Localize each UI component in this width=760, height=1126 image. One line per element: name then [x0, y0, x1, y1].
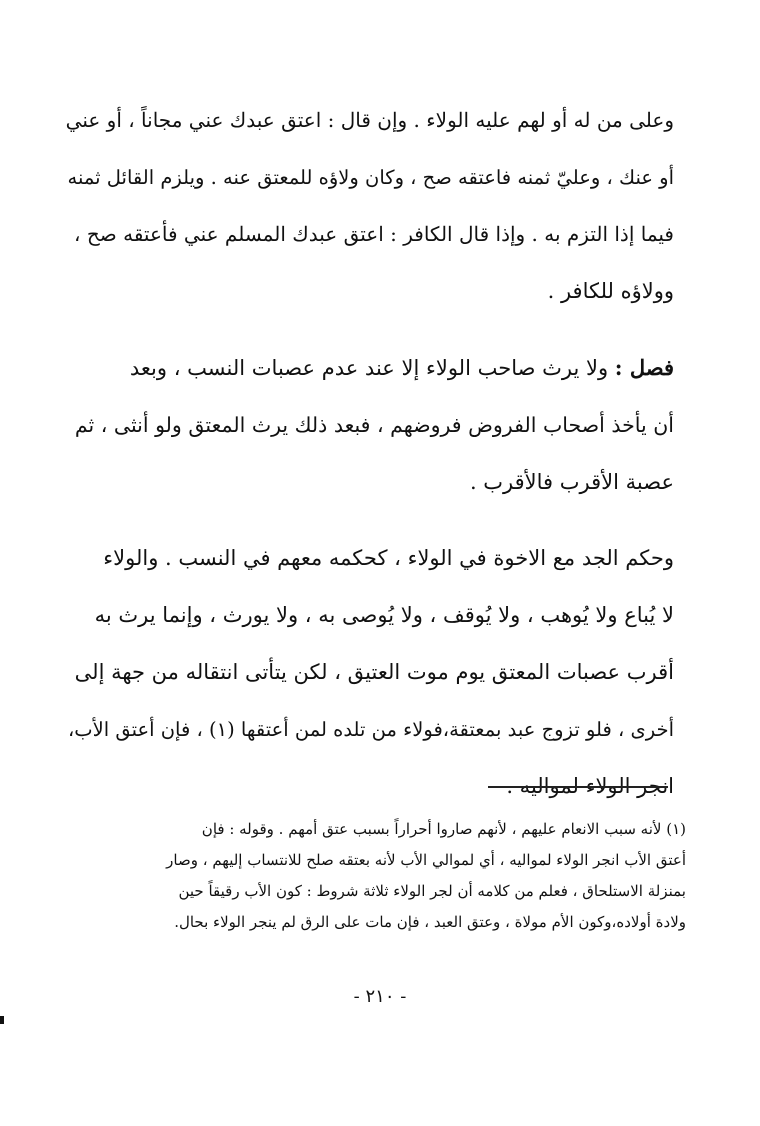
- text-line: وولاؤه للكافر .: [547, 279, 674, 303]
- scan-edge-mark: [0, 1016, 4, 1024]
- paragraph-wala-transfer: [66, 92, 674, 320]
- text-line: أن يأخذ أصحاب الفروض فروضهم ، فبعد ذلك يرث المعتق ولو أنثى ، ثم: [74, 413, 674, 437]
- text-line: أخرى ، فلو تزوج عبد بمعتقة،فولاء من تلده لمن أعتقها (١) ، فإن أعتق الأب،: [67, 718, 674, 741]
- footnote-line: بمنزلة الاستلحاق ، فعلم من كلامه أن لجر الولاء ثلاثة شروط : كون الأب رقيقاً حين: [178, 882, 686, 900]
- paragraph-fasl: [66, 339, 674, 511]
- text-line: انجر الولاء لمواليه .: [506, 774, 674, 798]
- text-line: وعلى من له أو لهم عليه الولاء . وإن قال : اعتق عبدك عني مجاناً ، أو عني: [65, 108, 674, 132]
- page-number: - ٢١٠ -: [353, 986, 407, 1007]
- text-line: فيما إذا التزم به . وإذا قال الكافر : اعتق عبدك المسلم عني فأعتقه صح ،: [74, 222, 674, 246]
- footnote-line: أعتق الأب انجر الولاء لمواليه ، أي لموالي الأب لأنه بعتقه صلح للانتساب إليهم ، وصار: [166, 851, 686, 869]
- paragraph-grandfather-ruling: [66, 530, 674, 815]
- text-line: لا يُباع ولا يُوهب ، ولا يُوقف ، ولا يُوصى به ، ولا يورث ، وإنما يرث به: [94, 603, 674, 627]
- text-line: أو عنك ، وعليّ ثمنه فاعتقه صح ، وكان ولاؤه للمعتق عنه . ويلزم القائل ثمنه: [67, 166, 674, 189]
- footnote-line: ولادة أولاده،وكون الأم مولاة ، وعتق العبد ، فإن مات على الرق لم ينجر الولاء بحال.: [174, 913, 686, 931]
- section-label: فصل :: [614, 355, 674, 380]
- footnote-divider: [488, 786, 668, 788]
- main-text: [66, 92, 674, 815]
- text-line: وحكم الجد مع الاخوة في الولاء ، كحكمه معهم في النسب . والولاء: [103, 546, 674, 570]
- text-line-with-label: [66, 339, 674, 397]
- text-line: ولا يرث صاحب الولاء إلا عند عدم عصبات النسب ، وبعد: [129, 356, 609, 380]
- text-line: أقرب عصبات المعتق يوم موت العتيق ، لكن يتأتى انتقاله من جهة إلى: [74, 660, 674, 684]
- footnote-block: [66, 814, 686, 938]
- text-line: عصبة الأقرب فالأقرب .: [469, 470, 674, 494]
- footnote-line: (١) لأنه سبب الانعام عليهم ، لأنهم صاروا أحراراً بسبب عتق أمهم . وقوله : فإن: [201, 820, 686, 838]
